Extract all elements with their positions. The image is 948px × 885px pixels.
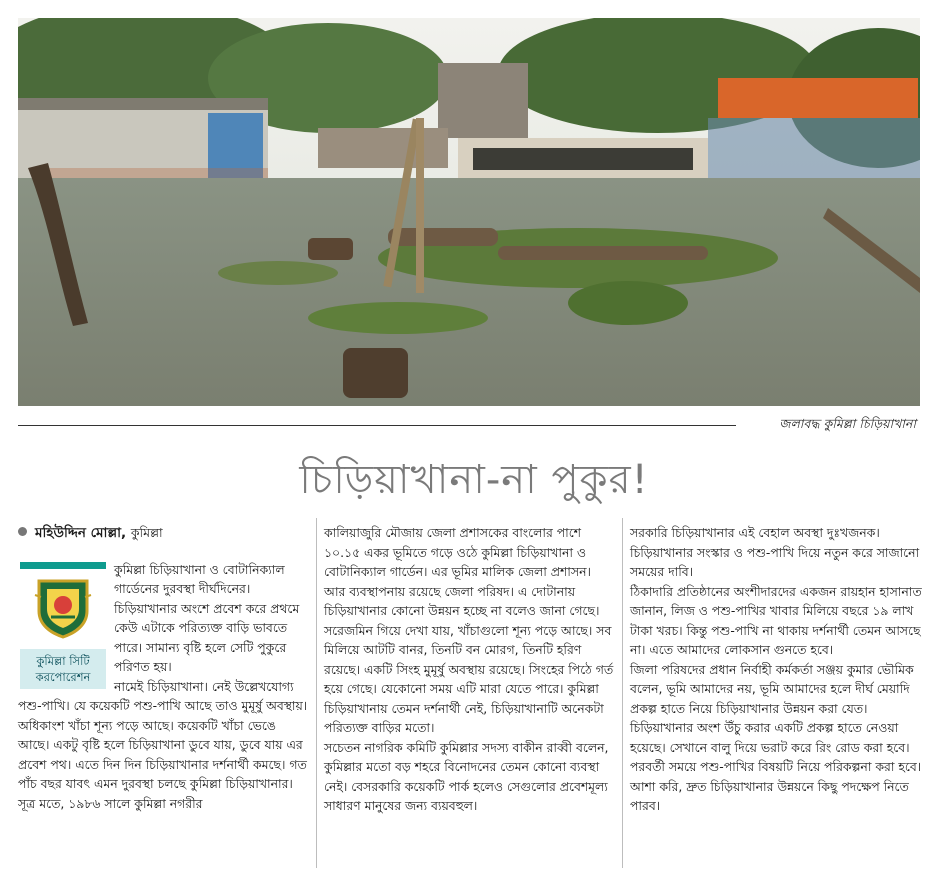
byline-author: মহিউদ্দিন মোল্লা, (35, 525, 127, 541)
bullet-icon (18, 527, 27, 536)
article-column-1 (18, 523, 308, 813)
column-divider (622, 518, 623, 868)
photo-caption-row (18, 416, 920, 434)
photo-caption: জলাবদ্ধ কুমিল্লা চিড়িয়াখানা (779, 416, 916, 431)
headline: চিড়িয়াখানা-না পুকুর! (299, 457, 649, 503)
paragraph: সরেজমিন গিয়ে দেখা যায়, খাঁচাগুলো শূন্য পড়ে আছে। সব মিলিয়ে আটটি বানর, তিনটি বন মোরগ, তিনটি হরিণ রয়েছে। একটি সিংহ মুমূর্ষু অবস্থায় রয়েছে। সিংহের পিঠে গর্ত হয়ে গেছে। যেকোনো সময় এটি মারা যেতে পারে। কুমিল্লা চিড়িয়াখানায় তেমন দর্শনার্থী নেই, চিড়িয়াখানাটি অনেকটা পরিত্যক্ত বাড়ির মতো। (324, 622, 614, 735)
flooded-zoo-photo (18, 18, 920, 406)
paragraph: সূত্র মতে, ১৯৮৬ সালে কুমিল্লা নগরীর (18, 795, 203, 811)
caption-divider (18, 425, 736, 426)
byline (18, 523, 308, 544)
column-divider (316, 518, 317, 868)
logo-accent-bar (20, 562, 106, 569)
paragraph: ঠিকাদারি প্রতিষ্ঠানের অংশীদারদের একজন রায়হান হাসানাত জানান, লিজ ও পশু-পাখির খাবার মিলিয়ে বছরে ১৯ লাখ টাকা খরচ। কিন্তু পশু-পাখি না থাকায় দর্শনার্থী তেমন আসছে না। এতে আমাদের লোকসান গুনতে হবে। (630, 583, 922, 657)
paragraph: নামেই চিড়িয়াখানা। নেই উল্লেখযোগ্য পশু-পাখি। যে কয়েকটি পশু-পাখি আছে তাও মুমূর্ষু অবস্থায়। অধিকাংশ খাঁচা শূন্য পড়ে আছে। কয়েকটি খাঁচা ভেঙে আছে। একটু বৃষ্টি হলে চিড়িয়াখানা ডুবে যায়, ডুবে যায় এর প্রবেশ পথ। এতে দিন দিন চিড়িয়াখানার দর্শনার্থী কমছে। গত পাঁচ বছর যাবৎ এমন দুরবস্থা চলছে কুমিল্লা চিড়িয়াখানার। (18, 678, 308, 791)
paragraph: কালিয়াজুরি মৌজায় জেলা প্রশাসকের বাংলোর পাশে ১০.১৫ একর ভূমিতে গড়ে ওঠে কুমিল্লা চিড়িয়াখানা ও বোটানিক্যাল গার্ডেন। এর ভূমির মালিক জেলা প্রশাসন। আর ব্যবস্থাপনায় রয়েছে জেলা পরিষদ। এ দোটানায় চিড়িয়াখানার কোনো উন্নয়ন হচ্ছে না বলেও জানা গেছে। (324, 525, 600, 618)
article-column-3 (630, 523, 926, 816)
news-photo (18, 18, 920, 406)
logo-label: কুমিল্লা সিটি করপোরেশন (20, 649, 106, 689)
city-corporation-logo (20, 562, 106, 689)
paragraph: কুমিল্লা চিড়িয়াখানা ও বোটানিক্যাল গার্ডেনের দুরবস্থা দীর্ঘদিনের। চিড়িয়াখানার অংশে প্রবেশ করে প্রথমে কেউ এটাকে পরিত্যক্ত বাড়ি ভাবতে পারে। সামান্য বৃষ্টি হলে সেটি পুকুরে পরিণত হয়। (114, 561, 300, 674)
article-column-2 (324, 523, 614, 816)
byline-location: কুমিল্লা (130, 525, 163, 540)
paragraph: সরকারি চিড়িয়াখানার এই বেহাল অবস্থা দুঃখজনক। চিড়িয়াখানার সংস্কার ও পশু-পাখি দিয়ে নতুন করে সাজানো সময়ের দাবি। (630, 525, 920, 579)
paragraph: সচেতন নাগরিক কমিটি কুমিল্লার সদস্য বাকীন রাব্বী বলেন, কুমিল্লার মতো বড় শহরে বিনোদনের তেমন কোনো ব্যবস্থা নেই। বেসরকারি কয়েকটি পার্ক হলেও সেগুলোর প্রবেশমূল্য সাধারণ মানুষের জন্য ব্যয়বহুল। (324, 739, 609, 813)
paragraph: চিড়িয়াখানার অংশ উঁচু করার একটি প্রকল্প হাতে নেওয়া হয়েছে। সেখানে বালু দিয়ে ভরাট করে রিং রোড করা হবে। পরবর্তী সময়ে পশু-পাখির বিষয়টি নিয়ে পরিকল্পনা করা হবে। আশা করি, দ্রুত চিড়িয়াখানার উন্নয়নে কিছু পদক্ষেপ নিতে পারব। (630, 720, 922, 813)
emblem-icon (31, 575, 95, 639)
paragraph: জিলা পরিষদের প্রধান নির্বাহী কর্মকর্তা সঞ্জয় কুমার ভৌমিক বলেন, ভূমি আমাদের নয়, ভূমি আমাদের হলে দীর্ঘ মেয়াদি প্রকল্প হাতে নিয়ে চিড়িয়াখানার উন্নয়ন করা যেত। (630, 661, 914, 716)
